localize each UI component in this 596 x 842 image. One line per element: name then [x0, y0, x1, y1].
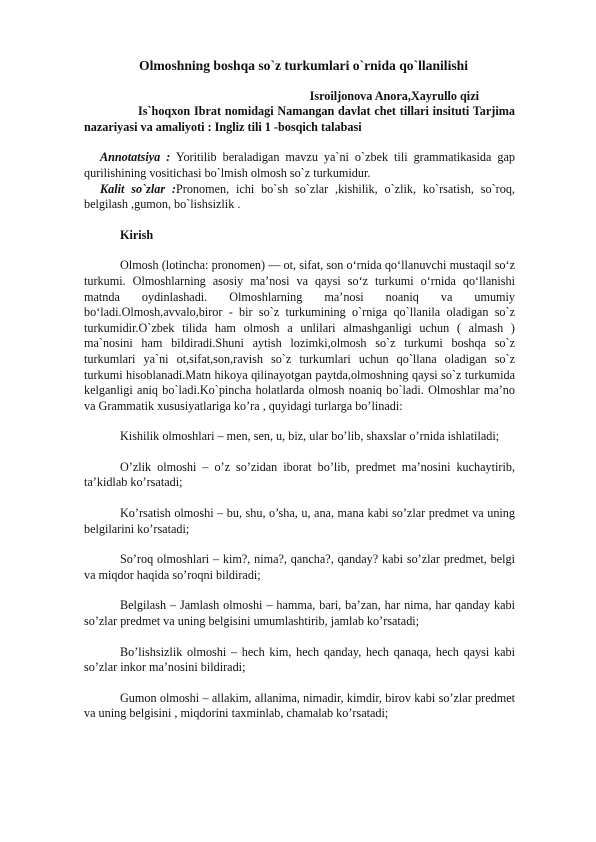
author-affiliation: Is`hoqxon Ibrat nomidagi Namangan davlat chet tillari insituti Tarjima nazariyasi va amaliyoti : Ingliz tili 1 -bosqich talabasi	[84, 104, 515, 134]
paragraph-personal-pronouns: Kishilik olmoshlari – men, sen, u, biz, ular bo’lib, shaxslar o’rnida ishlatiladi;	[120, 429, 500, 444]
keywords-text: Pronomen, ichi bo`sh so`zlar ,kishilik, o`zlik, ko`rsatish, so`roq, belgilash ,gumon, bo`lishsizlik .	[84, 181, 515, 212]
paper-title: Olmoshning boshqa so`z turkumlari o`rnida qo`llanilishi	[139, 58, 468, 73]
paragraph-negative-pronoun: Bo’lishsizlik olmoshi – hech kim, hech qanday, hech qanaqa, hech qaysi kabi so’zlar inkor ma’nosini bildiradi;	[84, 644, 515, 675]
paragraph-intro: Olmosh (lotincha: pronomen) — ot, sifat, son o‘rnida qo‘llanuvchi mustaqil so‘z turkumi. Olmoshlarning asosiy ma’nosi va qaysi so‘z turkumi o‘rnida qo‘llanishi matnda oydinlashadi. Olmoshlarning ma’nosi noaniq va umumiy bo‘ladi.Olmosh,avvalo,biror - bir so`z turkumining o`rniga qo`llanila oladigan so`z turkumidir.O`zbek tilida ham olmosh a unlilari almashganligi uchun ( almash ) ma`nosini ham bildiradi.Shuni aytish lozimki,olmosh so`z turkumi boshqa so`z turkumlari ya`ni ot,sifat,son,ravish so`z turkumlari uchun qo`llana oladigan so`z turkumi hisoblanadi.Matn hikoya qilinayotgan paytda,olmoshning qaysi so`z turkumida kelganligi aniq bo`ladi.Ko`pincha holatlarda olmosh noaniq bo`ladi. Olmoshlar ma’no va Grammatik xususiyatlariga ko’ra , quyidagi turlarga bo’linadi:	[84, 258, 515, 413]
keywords	[84, 182, 515, 213]
author-names: Isroiljonova Anora,Xayrullo qizi	[309, 88, 479, 103]
paragraph-reflexive-pronoun: O’zlik olmoshi – o’z so’zidan iborat bo’lib, predmet ma’nosini kuchaytirib, ta’kidlab ko’rsatadi;	[84, 459, 515, 490]
document-page	[84, 58, 515, 737]
paragraph-demonstrative-pronoun: Ko’rsatish olmoshi – bu, shu, o’sha, u, ana, mana kabi so’zlar predmet va uning belgilarini ko’rsatadi;	[84, 506, 515, 536]
annotation-label: Annotatsiya :	[100, 150, 171, 165]
annotation-text: Yoritilib beraladigan mavzu ya`ni o`zbek tili grammatikasida gap qurilishining vositichasi bo`lmish olmosh so`z turkumidur.	[84, 150, 515, 180]
section-heading: Kirish	[120, 227, 154, 242]
keywords-label: Kalit so`zlar :	[100, 181, 176, 196]
annotation	[84, 150, 515, 181]
paragraph-indefinite-pronoun: Gumon olmoshi – allakim, allanima, nimadir, kimdir, birov kabi so’zlar predmet va uning belgisini , miqdorini taxminlab, chamalab ko’rsatadi;	[84, 690, 515, 721]
paragraph-collective-pronoun: Belgilash – Jamlash olmoshi – hamma, bari, ba’zan, har nima, har qanday kabi so’zlar predmet va uning belgisini umumlashtirib, jamlab ko’rsatadi;	[84, 598, 515, 629]
paragraph-interrogative-pronouns: So’roq olmoshlari – kim?, nima?, qancha?, qanday? kabi so’zlar predmet, belgi va miqdor haqida so’roqni bildiradi;	[84, 552, 515, 582]
